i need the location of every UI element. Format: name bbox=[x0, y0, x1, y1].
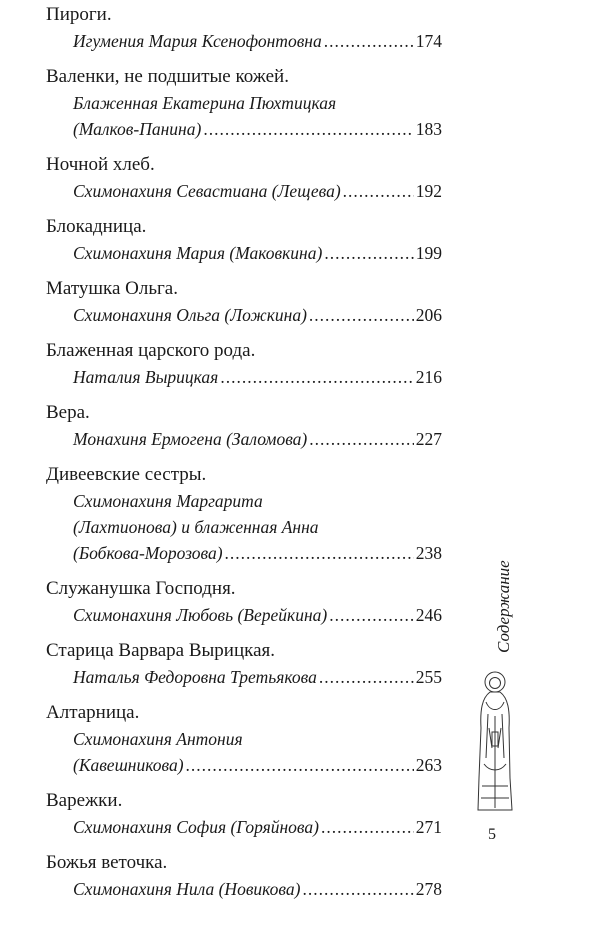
entry-title: Ночной хлеб. bbox=[46, 154, 155, 175]
entry-title: Блаженная царского рода. bbox=[46, 340, 256, 361]
entry-author-row bbox=[46, 876, 442, 902]
entry-author: Схимонахиня Нила (Новикова) bbox=[73, 879, 301, 899]
dot-leader bbox=[324, 28, 414, 54]
entry-page-number: 246 bbox=[415, 605, 442, 625]
dot-leader bbox=[309, 426, 413, 452]
entry-author-line: Схимонахиня Маргарита bbox=[73, 491, 263, 511]
entry-title: Блокадница. bbox=[46, 216, 147, 237]
entry-title: Валенки, не подшитые кожей. bbox=[46, 66, 289, 87]
entry-author: Схимонахиня Севастиана (Лещева) bbox=[73, 181, 341, 201]
toc-entry bbox=[46, 152, 442, 204]
toc-entry bbox=[46, 576, 442, 628]
page-number: 5 bbox=[488, 826, 496, 843]
entry-author: (Кавешникова) bbox=[73, 755, 184, 775]
entry-author-row bbox=[46, 752, 442, 778]
entry-page-number: 278 bbox=[415, 879, 442, 899]
entry-author-row bbox=[46, 240, 442, 266]
entry-page-number: 206 bbox=[415, 305, 442, 325]
entry-author: Схимонахиня Мария (Маковкина) bbox=[73, 243, 323, 263]
entry-author-row bbox=[46, 364, 442, 390]
entry-page-number: 192 bbox=[415, 181, 442, 201]
dot-leader bbox=[186, 752, 414, 778]
entry-page-number: 255 bbox=[415, 667, 442, 687]
entry-author-row bbox=[46, 178, 442, 204]
saint-figure-icon bbox=[472, 668, 518, 818]
dot-leader bbox=[343, 178, 414, 204]
dot-leader bbox=[319, 664, 414, 690]
toc-entry bbox=[46, 638, 442, 690]
entry-title: Вера. bbox=[46, 402, 90, 423]
toc-entry bbox=[46, 850, 442, 902]
entry-author: Схимонахиня Любовь (Верейкина) bbox=[73, 605, 328, 625]
entry-title: Служанушка Господня. bbox=[46, 578, 236, 599]
running-head bbox=[486, 560, 526, 655]
dot-leader bbox=[321, 814, 414, 840]
entry-title: Божья веточка. bbox=[46, 852, 168, 873]
toc-entry bbox=[46, 214, 442, 266]
entry-author: Схимонахиня Ольга (Ложкина) bbox=[73, 305, 307, 325]
entry-title: Алтарница. bbox=[46, 702, 140, 723]
entry-author-line: Схимонахиня Антония bbox=[73, 729, 243, 749]
entry-page-number: 183 bbox=[415, 119, 442, 139]
dot-leader bbox=[309, 302, 414, 328]
entry-page-number: 263 bbox=[415, 755, 442, 775]
toc-entry bbox=[46, 2, 442, 54]
entry-title: Старица Варвара Вырицкая. bbox=[46, 640, 275, 661]
entry-author-row bbox=[46, 664, 442, 690]
dot-leader bbox=[324, 240, 413, 266]
entry-author: Наталья Федоровна Третьякова bbox=[73, 667, 317, 687]
entry-author: (Малков-Панина) bbox=[73, 119, 202, 139]
entry-author-row bbox=[46, 540, 442, 566]
entry-page-number: 271 bbox=[415, 817, 442, 837]
toc-entry bbox=[46, 338, 442, 390]
entry-title: Пироги. bbox=[46, 4, 112, 25]
entry-author-row bbox=[46, 602, 442, 628]
toc-entry bbox=[46, 788, 442, 840]
running-head-text: Содержание bbox=[494, 560, 513, 653]
entry-title: Матушка Ольга. bbox=[46, 278, 178, 299]
entry-page-number: 174 bbox=[415, 31, 442, 51]
entry-author: (Бобкова-Морозова) bbox=[73, 543, 223, 563]
table-of-contents bbox=[46, 2, 442, 912]
toc-entry bbox=[46, 462, 442, 566]
entry-author: Схимонахиня София (Горяйнова) bbox=[73, 817, 319, 837]
toc-entry bbox=[46, 64, 442, 142]
entry-author-line: (Лахтионова) и блаженная Анна bbox=[73, 517, 319, 537]
entry-title: Дивеевские сестры. bbox=[46, 464, 207, 485]
dot-leader bbox=[225, 540, 414, 566]
dot-leader bbox=[220, 364, 413, 390]
entry-page-number: 216 bbox=[415, 367, 442, 387]
dot-leader bbox=[329, 602, 414, 628]
entry-author-line: Блаженная Екатерина Пюхтицкая bbox=[73, 93, 337, 113]
entry-author: Монахиня Ермогена (Заломова) bbox=[73, 429, 308, 449]
dot-leader bbox=[203, 116, 413, 142]
entry-page-number: 238 bbox=[415, 543, 442, 563]
entry-author: Наталия Вырицкая bbox=[73, 367, 219, 387]
entry-page-number: 199 bbox=[415, 243, 442, 263]
toc-entry bbox=[46, 276, 442, 328]
entry-author-row bbox=[46, 116, 442, 142]
entry-author: Игумения Мария Ксенофонтовна bbox=[73, 31, 322, 51]
toc-entry bbox=[46, 700, 442, 778]
entry-title: Варежки. bbox=[46, 790, 123, 811]
entry-author-row bbox=[46, 426, 442, 452]
entry-author-row bbox=[46, 28, 442, 54]
entry-author-row bbox=[46, 302, 442, 328]
entry-page-number: 227 bbox=[415, 429, 442, 449]
dot-leader bbox=[303, 876, 414, 902]
entry-author-row bbox=[46, 814, 442, 840]
toc-entry bbox=[46, 400, 442, 452]
